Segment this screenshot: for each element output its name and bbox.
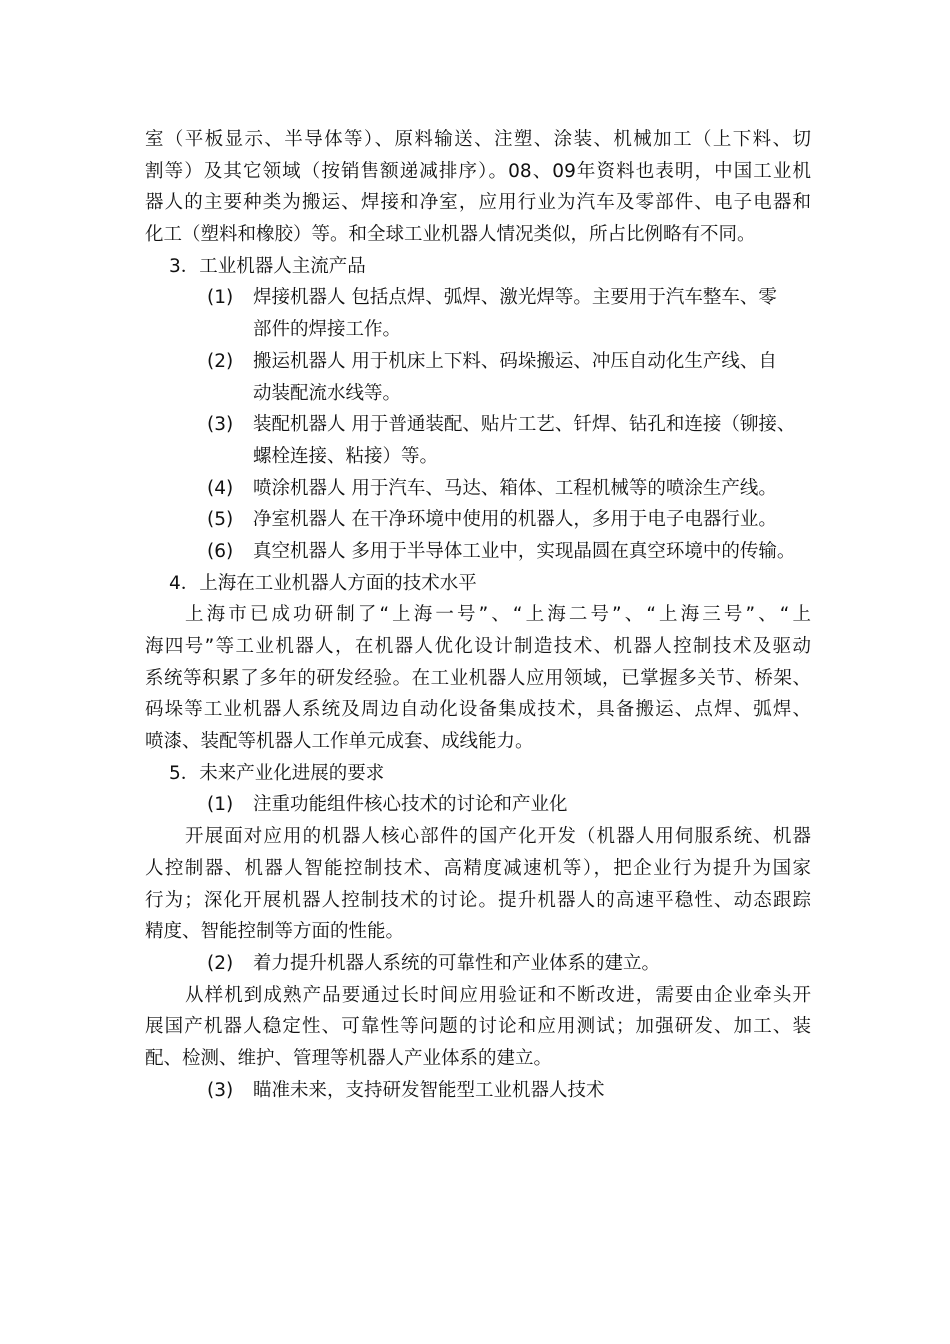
paragraph-line: 人控制器、机器人智能控制技术、高精度减速机等），把企业行为提升为国家 — [145, 857, 811, 879]
list-item-text: 喷涂机器人 用于汽车、马达、箱体、工程机械等的喷涂生产线。 — [253, 477, 777, 499]
paragraph-line: 海四号”等工业机器人，在机器人优化设计制造技术、机器人控制技术及驱动 — [145, 636, 811, 657]
list-item — [145, 473, 811, 505]
list-item — [145, 409, 811, 441]
list-item — [145, 282, 811, 314]
paragraph-line: 上海市已成功研制了“上海一号”、“上海二号”、“上海三号”、“上 — [185, 604, 811, 626]
list-item-number: (2) — [207, 350, 234, 372]
paragraph-line: 开展面对应用的机器人核心部件的国产化开发（机器人用伺服系统、机器 — [185, 826, 811, 848]
sub-heading-text: 着力提升机器人系统的可靠性和产业体系的建立。 — [253, 952, 661, 974]
sub-heading-number: (3) — [207, 1079, 234, 1101]
paragraph-line: 喷漆、装配等机器人工作单元成套、成线能力。 — [145, 731, 534, 753]
sub-heading-number: (2) — [207, 952, 234, 974]
list-item — [145, 346, 811, 378]
paragraph-line: 器人的主要种类为搬运、焊接和净室，应用行业为汽车及零部件、电子电器和 — [145, 192, 811, 214]
section-heading: 4．上海在工业机器人方面的技术水平 — [169, 572, 477, 594]
list-item-text: 真空机器人 多用于半导体工业中，实现晶圆在真空环境中的传输。 — [253, 540, 796, 562]
list-item-text: 净室机器人 在干净环境中使用的机器人，多用于电子电器行业。 — [253, 509, 777, 531]
list-item-continuation: 动装配流水线等。 — [253, 382, 402, 404]
list-item — [145, 536, 811, 568]
sub-heading-text: 瞄准未来，支持研发智能型工业机器人技术 — [253, 1079, 605, 1101]
paragraph-line: 行为；深化开展机器人控制技术的讨论。提升机器人的高速平稳性、动态跟踪 — [145, 889, 811, 911]
list-item-continuation: 螺栓连接、粘接）等。 — [253, 445, 439, 467]
list-item-number: (4) — [207, 477, 234, 499]
list-item-text: 焊接机器人 包括点焊、弧焊、激光焊等。主要用于汽车整车、零 — [253, 287, 777, 309]
list-item-continuation: 部件的焊接工作。 — [253, 319, 402, 341]
section-heading: 3．工业机器人主流产品 — [169, 255, 366, 277]
list-item-number: (6) — [207, 540, 234, 562]
paragraph-line: 配、检测、维护、管理等机器人产业体系的建立。 — [145, 1047, 553, 1069]
sub-heading — [145, 1075, 811, 1107]
list-item — [145, 504, 811, 536]
sub-heading-number: (1) — [207, 794, 234, 816]
sub-heading — [145, 948, 811, 980]
paragraph-line: 割等）及其它领域（按销售额递减排序）。08、09年资料也表明，中国工业机 — [145, 160, 811, 182]
paragraph-line: 室（平板显示、半导体等）、原料输送、注塑、涂装、机械加工（上下料、切 — [145, 129, 811, 150]
paragraph-line: 系统等积累了多年的研发经验。在工业机器人应用领域，已掌握多关节、桥架、 — [145, 667, 811, 689]
paragraph-line: 化工（塑料和橡胶）等。和全球工业机器人情况类似，所占比例略有不同。 — [145, 224, 756, 246]
sub-heading-text: 注重功能组件核心技术的讨论和产业化 — [253, 794, 568, 816]
list-item-number: (1) — [207, 287, 234, 309]
paragraph-line: 精度、智能控制等方面的性能。 — [145, 921, 405, 943]
paragraph-line: 码垛等工业机器人系统及周边自动化设备集成技术，具备搬运、点焊、弧焊、 — [145, 699, 811, 721]
list-item-number: (5) — [207, 509, 234, 531]
document-body — [145, 124, 811, 1106]
list-item-text: 搬运机器人 用于机床上下料、码垛搬运、冲压自动化生产线、自 — [253, 350, 777, 372]
list-item-number: (3) — [207, 414, 234, 436]
section-heading: 5．未来产业化进展的要求 — [169, 762, 385, 784]
list-item-text: 装配机器人 用于普通装配、贴片工艺、钎焊、钻孔和连接（铆接、 — [253, 414, 796, 436]
paragraph-line: 从样机到成熟产品要通过长时间应用验证和不断改进，需要由企业牵头开 — [185, 984, 811, 1006]
sub-heading — [145, 789, 811, 821]
paragraph-line: 展国产机器人稳定性、可靠性等问题的讨论和应用测试；加强研发、加工、装 — [145, 1016, 811, 1038]
